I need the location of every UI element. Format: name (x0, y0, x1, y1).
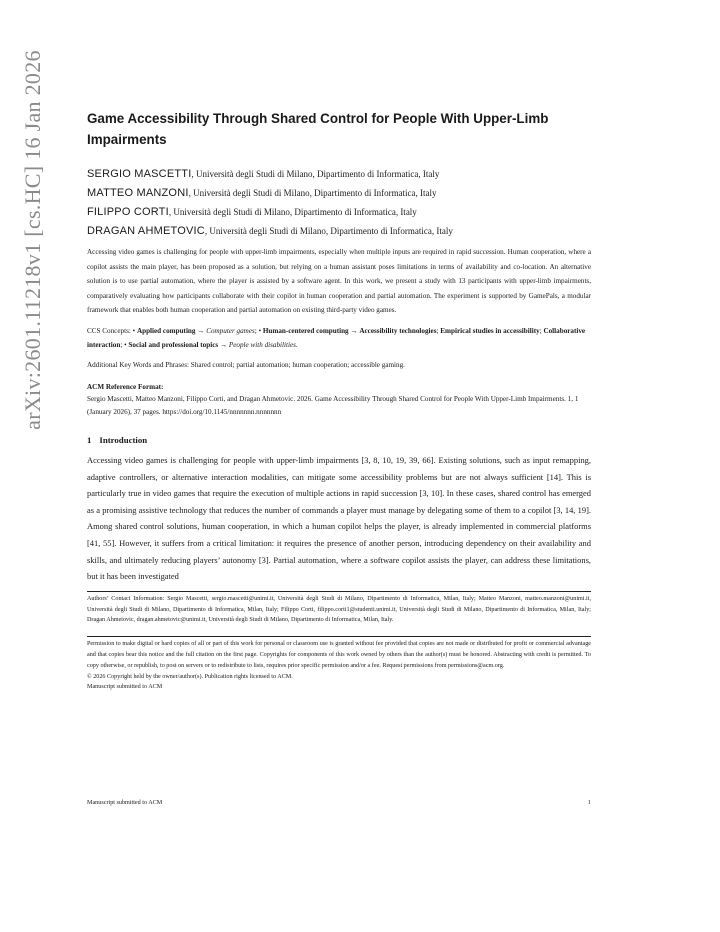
author-name: DRAGAN AHMETOVIC (87, 225, 205, 237)
ccs-end: . (295, 340, 298, 349)
ccs-separator: ; (436, 326, 441, 335)
author-list (87, 165, 591, 241)
author-name: FILIPPO CORTI (87, 206, 169, 218)
ccs-concept-sub: Computer games (206, 326, 255, 335)
author-affiliation: , Università degli Studi di Milano, Dipartimento di Informatica, Italy (168, 207, 417, 217)
ccs-concepts (87, 324, 591, 352)
author-entry (87, 203, 591, 222)
section-number: 1 (87, 434, 92, 445)
submission-note: Manuscript submitted to ACM (87, 684, 163, 691)
ccs-concept-main: Social and professional topics (128, 340, 219, 349)
ccs-concept-main: Applied computing (136, 326, 196, 335)
author-contact-info: Authors’ Contact Information: Sergio Mascetti, sergio.mascetti@unimi.it, Università degli Studi di Milano, Dipartimento di Informatica, Milan, Italy; Matteo Manzoni, matteo.manzoni@unimi.it, Università degli Studi di Milano, Dipartimento di Informatica, Milan, Italy; Filippo Corti, filippo.corti1@studenti.unimi.it, Università degli Studi di Milano, Dipartimento di Informatica, Milan, Italy; Dragan Ahmetovic, dragan.ahmetovic@unimi.it, Università degli Studi di Milano, Dipartimento di Informatica, Milan, Italy. (87, 595, 591, 624)
ccs-separator: ; (539, 326, 544, 335)
ccs-bullet: • (132, 326, 137, 335)
ccs-arrow: → (195, 326, 207, 335)
ccs-label: CCS Concepts: (87, 326, 133, 335)
section-title: Introduction (99, 434, 148, 445)
ccs-concept-sub: Empirical studies in accessibility (440, 326, 540, 335)
ccs-concept-main: Human-centered computing (262, 326, 349, 335)
section-heading (87, 434, 591, 446)
ccs-separator: ; (120, 340, 125, 349)
keywords: Additional Key Words and Phrases: Shared control; partial automation; human cooperation; accessible gaming. (87, 360, 405, 369)
arxiv-watermark: arXiv:2601.11218v1 [cs.HC] 16 Jan 2026 (20, 50, 45, 430)
author-name: MATTEO MANZONI (87, 187, 189, 199)
acm-reference: Sergio Mascetti, Matteo Manzoni, Filippo Corti, and Dragan Ahmetovic. 2026. Game Accessibility Through Shared Control for People With Upper-Limb Impairments. 1, 1 (January 2026), 37 pages. https://doi.org/10.1145/nnnnnnn.nnnnnnn (87, 394, 579, 417)
author-entry (87, 184, 591, 203)
permission-notice: Permission to make digital or hard copies of all or part of this work for personal or classroom use is granted without fee provided that copies are not made or distributed for profit or commercial advantage and that copies bear this notice and the full citation on the first page. Copyrights for components of this work owned by others than the author(s) must be honored. Abstracting with credit is permitted. To copy otherwise, or republish, to post on servers or to redistribute to lists, requires prior specific permission and/or a fee. Request permissions from permissions@acm.org. (87, 641, 591, 669)
ccs-concept-sub: Collaborative interaction (87, 326, 586, 349)
author-entry (87, 165, 591, 184)
ccs-concept-sub: Accessibility technologies (359, 326, 437, 335)
ccs-bullet: • (124, 340, 129, 349)
ccs-bullet: • (258, 326, 263, 335)
ccs-arrow: → (218, 340, 229, 349)
paper-page (87, 108, 591, 693)
page-number: 1 (587, 800, 591, 806)
page-footer (87, 800, 591, 806)
ccs-concept-sub: People with disabilities (228, 340, 296, 349)
abstract: Accessing video games is challenging for people with upper-limb impairments, especially when multiple inputs are required in rapid succession. Human cooperation, where a copilot assists the main player, has been proposed as a solution, but relying on a human assistant poses limitations in terms of availability and co-location. An alternative solution is to use partial automation, where the player is assisted by a software agent. In this work, we present a study with 13 participants with upper-limb impairments, comparatively evaluating how participants collaborate with their copilot in human cooperation and partial automation. The experiment is supported by GamePals, a modular framework that enables both human cooperation and partial automation on existing third-party video games. (87, 248, 591, 315)
copyright-notice: © 2026 Copyright held by the owner/author(s). Publication rights licensed to ACM. (87, 673, 293, 680)
paper-title: Game Accessibility Through Shared Control for People With Upper-Limb Impairments (87, 111, 549, 147)
author-affiliation: , Università degli Studi di Milano, Dipartimento di Informatica, Italy (204, 226, 453, 236)
section-body: Accessing video games is challenging for people with upper-limb impairments [3, 8, 10, 19, 39, 66]. Existing solutions, such as input remapping, adaptive controllers, or alternative interaction modalities, can mitigate some accessibility problems but are not always sufficient [14]. This is particularly true in video games that require the execution of multiple actions in rapid succession [3, 10]. In these cases, shared control has emerged as a promising assistive technology that reduces the number of commands a player must manage by delegating some of them to a copilot [3, 14, 19]. Among shared control solutions, human cooperation, in which a human copilot helps the player, is already implemented in commercial platforms [41, 55]. However, it suffers from a critical limitation: it requires the presence of another person, introducing dependency on their availability and skills, and ultimately reducing players’ autonomy [3]. Partial automation, where a software copilot assists the player, can address these limitations, but it has been investigated (87, 454, 591, 582)
ccs-separator: ; (254, 326, 259, 335)
author-entry (87, 222, 591, 241)
footer-label: Manuscript submitted to ACM (87, 800, 163, 806)
author-affiliation: , Università degli Studi di Milano, Dipartimento di Informatica, Italy (191, 169, 440, 179)
author-affiliation: , Università degli Studi di Milano, Dipartimento di Informatica, Italy (188, 188, 437, 198)
ccs-arrow: → (348, 326, 360, 335)
author-name: SERGIO MASCETTI (87, 168, 192, 180)
acm-reference-heading: ACM Reference Format: (87, 382, 164, 391)
